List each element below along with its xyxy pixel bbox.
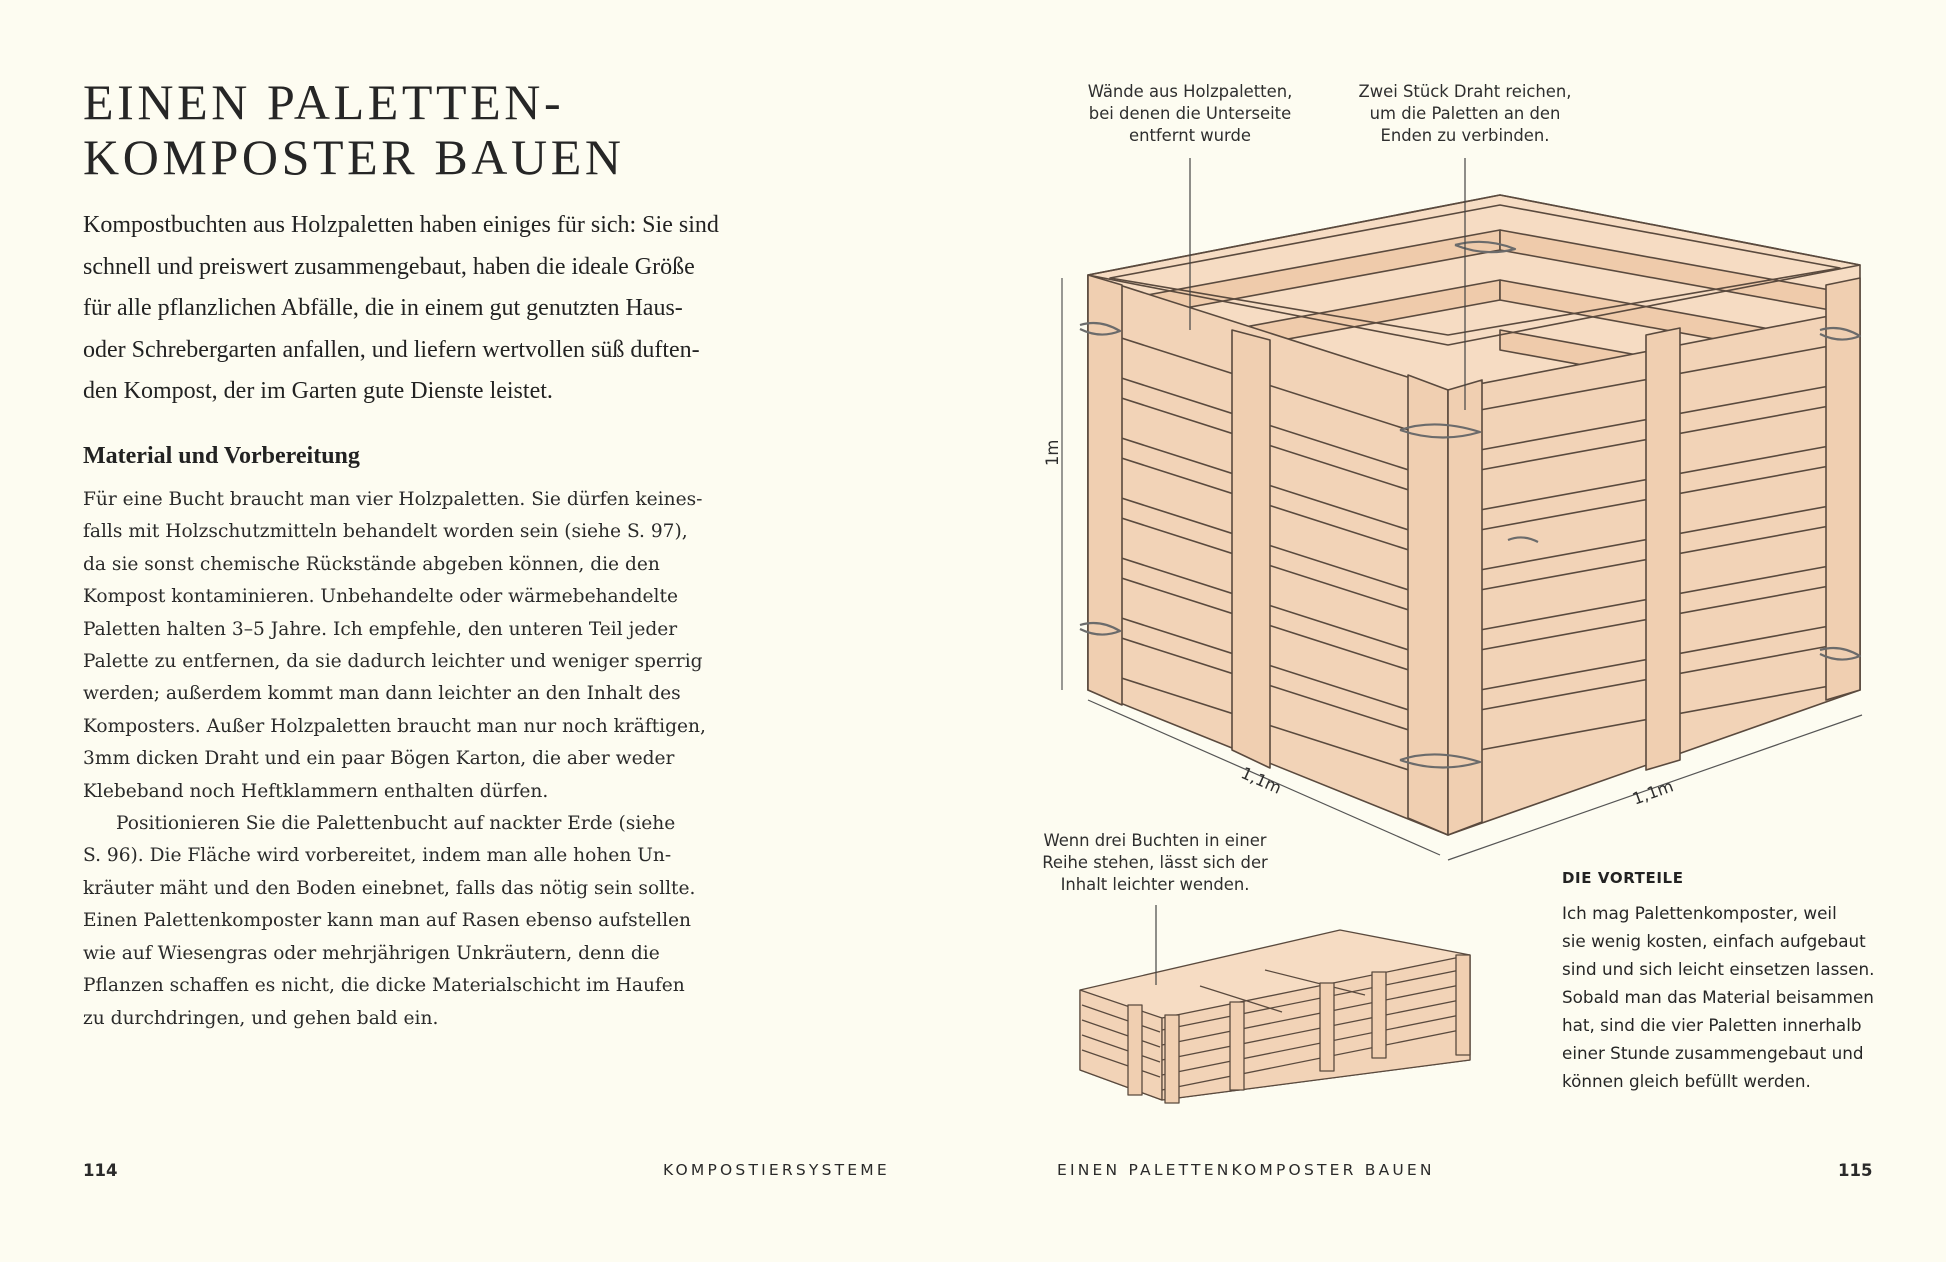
vorteile-line: Ich mag Palettenkomposter, weil <box>1562 903 1837 923</box>
body-line: Pflanzen schaffen es nicht, die dicke Materialschicht im Haufen <box>83 975 685 997</box>
callout-walls <box>1060 81 1320 147</box>
callout-line: entfernt wurde <box>1129 126 1251 145</box>
body-line: zu durchdringen, und gehen bald ein. <box>83 1007 439 1029</box>
running-header-right: EINEN PALETTENKOMPOSTER BAUEN <box>1057 1161 1435 1179</box>
lead-line: für alle pflanzlichen Abfälle, die in einem gut genutzten Haus- <box>83 295 683 321</box>
dimension-height-label: 1m <box>1043 439 1062 466</box>
body-line: werden; außerdem kommt man dann leichter an den Inhalt des <box>83 683 681 705</box>
lead-line: oder Schrebergarten anfallen, und liefern wertvollen süß duften- <box>83 336 700 363</box>
body-line: Palette zu entfernen, da sie dadurch leichter und weniger sperrig <box>83 651 703 673</box>
title-line-2: KOMPOSTER BAUEN <box>83 129 625 185</box>
callout-three-bays <box>1025 830 1285 896</box>
body-line: S. 96). Die Fläche wird vorbereitet, indem man alle hohen Un- <box>83 845 672 867</box>
body-line: wie auf Wiesengras oder mehrjährigen Unkräutern, denn die <box>83 942 660 964</box>
callout-wire <box>1335 81 1595 147</box>
vorteile-line: hat, sind die vier Paletten innerhalb <box>1562 1015 1862 1035</box>
vorteile-line: Sobald man das Material beisammen <box>1562 987 1874 1007</box>
body-line: Kompost kontaminieren. Unbehandelte oder wärmebehandelte <box>83 586 678 608</box>
vorteile-line: sind und sich leicht einsetzen lassen. <box>1562 959 1875 979</box>
body-line: Paletten halten 3–5 Jahre. Ich empfehle, den unteren Teil jeder <box>83 618 678 640</box>
body-line: Einen Palettenkomposter kann man auf Rasen ebenso aufstellen <box>83 910 692 932</box>
title-line-1: EINEN PALETTEN- <box>83 74 565 130</box>
three-bay-composter-illustration <box>1080 905 1470 1103</box>
body-line: Für eine Bucht braucht man vier Holzpaletten. Sie dürfen keines- <box>83 489 703 510</box>
callout-line: Wenn drei Buchten in einer <box>1043 831 1267 850</box>
lead-line: schnell und preiswert zusammengebaut, haben die ideale Größe <box>83 253 695 280</box>
body-line: kräuter mäht und den Boden einebnet, falls das nötig sein sollte. <box>83 877 696 899</box>
lead-line: den Kompost, der im Garten gute Dienste leistet. <box>83 378 553 404</box>
callout-line: Zwei Stück Draht reichen, <box>1358 82 1572 101</box>
body-line: da sie sonst chemische Rückstände abgeben können, die den <box>83 553 660 575</box>
body-line: Positionieren Sie die Palettenbucht auf nackter Erde (siehe <box>116 813 676 835</box>
callout-line: um die Paletten an den <box>1369 104 1561 123</box>
page-number-left: 114 <box>83 1161 118 1180</box>
body-line: falls mit Holzschutzmitteln behandelt worden sein (siehe S. 97), <box>83 521 688 543</box>
vorteile-line: einer Stunde zusammengebaut und <box>1562 1043 1864 1063</box>
body-line: Komposters. Außer Holzpaletten braucht man nur noch kräftigen, <box>83 715 706 737</box>
running-header-left: KOMPOSTIERSYSTEME <box>663 1161 890 1179</box>
callout-line: Inhalt leichter wenden. <box>1060 875 1250 894</box>
page-number-right: 115 <box>1838 1161 1873 1180</box>
body-line: Klebeband noch Heftklammern enthalten dürfen. <box>83 780 549 802</box>
vorteile-heading: DIE VORTEILE <box>1562 869 1684 887</box>
dimension-width-left-label: 1,1m <box>1238 763 1285 798</box>
pallet-composter-illustration <box>1062 158 1862 860</box>
callout-line: Enden zu verbinden. <box>1380 126 1550 145</box>
callout-line: Reihe stehen, lässt sich der <box>1042 853 1268 872</box>
vorteile-line: sie wenig kosten, einfach aufgebaut <box>1562 931 1866 951</box>
dimension-width-right-label: 1,1m <box>1629 776 1676 809</box>
body-line: 3mm dicken Draht und ein paar Bögen Karton, die aber weder <box>83 748 675 770</box>
callout-line: Wände aus Holzpaletten, <box>1087 82 1293 101</box>
vorteile-text <box>1562 899 1874 1095</box>
vorteile-line: können gleich befüllt werden. <box>1562 1071 1811 1091</box>
section-heading: Material und Vorbereitung <box>83 443 360 469</box>
callout-line: bei denen die Unterseite <box>1088 104 1292 123</box>
lead-line: Kompostbuchten aus Holzpaletten haben einiges für sich: Sie sind <box>83 212 719 238</box>
